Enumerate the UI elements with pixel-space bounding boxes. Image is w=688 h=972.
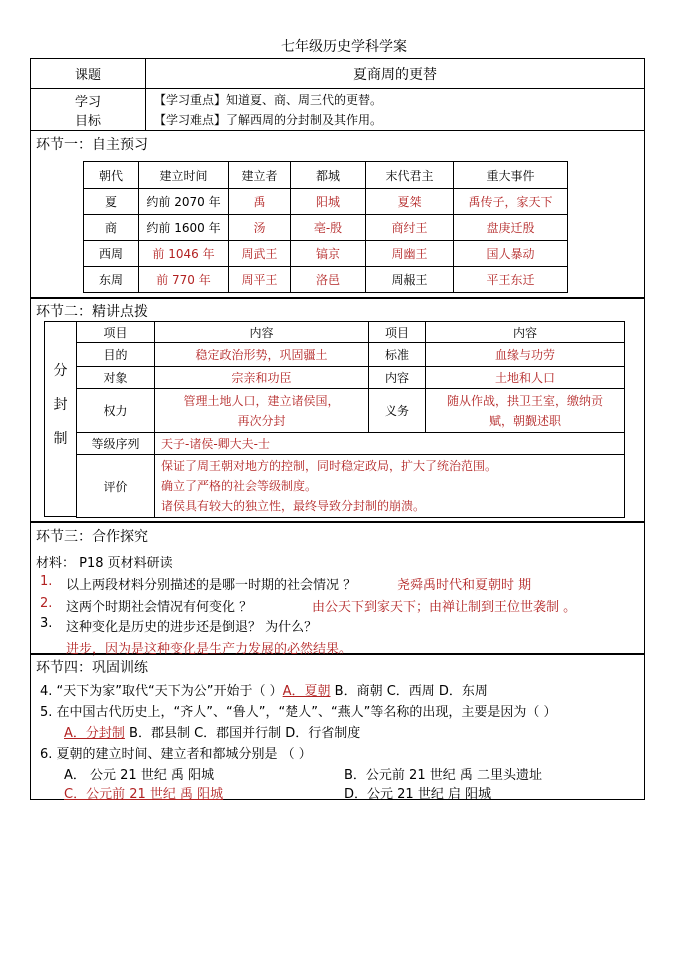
q6-option-c: C．公元前 21 世纪 禹 阳城 [64, 787, 224, 802]
table-cell: 禹传子，家天下 [454, 189, 568, 215]
table-cell: 周平王 [229, 267, 291, 293]
col-header: 项目 [77, 322, 155, 343]
eval-line: 诸侯具有较大的独立性，最终导致分封制的崩溃。 [161, 499, 426, 513]
q6-stem: 6. 夏朝的建立时间、建立者和都城分别是 （ ） [40, 747, 312, 762]
duty-value [426, 389, 625, 433]
table-row [77, 343, 625, 367]
eval-line: 保证了周王朝对地方的控制，同时稳定政局，扩大了统治范围。 [161, 459, 498, 473]
study-goal-content [146, 89, 645, 131]
rank-value: 天子-诸侯-卿大夫-士 [155, 433, 625, 455]
col-header: 重大事件 [454, 162, 568, 189]
table-row [77, 389, 625, 433]
q4-answer: A．夏朝 [282, 684, 331, 699]
power-label: 权力 [77, 389, 155, 433]
table-row [84, 241, 568, 267]
content-label: 内容 [369, 367, 426, 389]
q2-answer: 由公天下到家天下；由禅让制到王位世袭制 。 [312, 600, 577, 615]
purpose-value: 稳定政治形势，巩固疆土 [155, 343, 369, 367]
table-row [77, 455, 625, 518]
q1-answer: 尧舜禹时代和夏朝时 期 [397, 578, 532, 593]
section2-title: 环节二：精讲点拨 [36, 304, 148, 320]
q3-answer: 进步，因为是这种变化是生产力发展的必然结果。 [66, 642, 353, 657]
duty-line: 赋，朝觐述职 [488, 413, 561, 428]
table-cell: 盘庚迁殷 [454, 215, 568, 241]
col-header: 建立者 [229, 162, 291, 189]
q6-option-b: B．公元前 21 世纪 禹 二里头遗址 [344, 768, 542, 783]
table-cell: 约前 2070 年 [139, 189, 229, 215]
q3-num: 3. [40, 616, 53, 631]
difficult-point: 【学习难点】了解西周的分封制及其作用。 [154, 112, 383, 127]
table-row [84, 215, 568, 241]
content-value: 土地和人口 [426, 367, 625, 389]
col-header: 内容 [155, 322, 369, 343]
purpose-label: 目的 [77, 343, 155, 367]
table-cell: 周赧王 [366, 267, 454, 293]
table-cell: 国人暴动 [454, 241, 568, 267]
side-char: 制 [53, 431, 68, 447]
topic-value: 夏商周的更替 [146, 59, 645, 89]
key-point: 【学习重点】知道夏、商、周三代的更替。 [154, 92, 383, 107]
q5-options [64, 722, 360, 741]
topic-label: 课题 [31, 59, 146, 89]
material-line: 材料： P18 页材料研读 [36, 556, 173, 571]
study-goal-label [31, 89, 146, 131]
eval-label: 评价 [77, 455, 155, 518]
header-table [30, 58, 645, 131]
side-char: 分 [53, 363, 68, 379]
table-cell: 禹 [229, 189, 291, 215]
table-cell: 亳-殷 [291, 215, 366, 241]
section3-title: 环节三：合作探究 [36, 529, 148, 545]
table-cell: 约前 1600 年 [139, 215, 229, 241]
duty-label: 义务 [369, 389, 426, 433]
col-header: 内容 [426, 322, 625, 343]
table-cell: 前 770 年 [139, 267, 229, 293]
object-label: 对象 [77, 367, 155, 389]
table-cell: 洛邑 [291, 267, 366, 293]
side-char: 封 [53, 397, 68, 413]
doc-title: 七年级历史学科学案 [281, 39, 407, 55]
q3-text: 这种变化是历史的进步还是倒退？ 为什么？ [66, 620, 318, 635]
table-row [77, 367, 625, 389]
fengjian-table [76, 321, 625, 518]
table-cell: 前 1046 年 [139, 241, 229, 267]
duty-line: 随从作战，拱卫王室，缴纳贡 [446, 393, 603, 408]
col-header: 末代君主 [366, 162, 454, 189]
q5-stem: 5. 在中国古代历史上，“齐人”、“鲁人”，“楚人”、“燕人”等名称的出现，主要是因为（ ） [40, 705, 557, 720]
study-label-2: 目标 [74, 113, 101, 129]
q2-text: 这两个时期社会情况有何变化 ？ [66, 600, 253, 615]
q5-other-options: B．郡县制 C．郡国并行制 D．行省制度 [124, 726, 361, 741]
table-cell: 夏 [84, 189, 139, 215]
standard-label: 标准 [369, 343, 426, 367]
q4-options: B．商朝 C．西周 D．东周 [330, 684, 488, 699]
table-cell: 阳城 [291, 189, 366, 215]
section4-title: 环节四：巩固训练 [36, 660, 148, 676]
table-row [84, 267, 568, 293]
col-header: 建立时间 [139, 162, 229, 189]
power-line: 再次分封 [237, 413, 286, 428]
table-cell: 商纣王 [366, 215, 454, 241]
object-value: 宗亲和功臣 [155, 367, 369, 389]
eval-value [155, 455, 625, 518]
standard-value: 血缘与功劳 [426, 343, 625, 367]
table-cell: 汤 [229, 215, 291, 241]
q5-answer: A．分封制 [64, 726, 125, 741]
table-cell: 周武王 [229, 241, 291, 267]
rank-label: 等级序列 [77, 433, 155, 455]
q6-option-a: A． 公元 21 世纪 禹 阳城 [64, 768, 215, 783]
table-cell: 周幽王 [366, 241, 454, 267]
study-label-1: 学习 [74, 94, 101, 110]
q1-num: 1. [40, 574, 53, 589]
col-header: 都城 [291, 162, 366, 189]
eval-line: 确立了严格的社会等级制度。 [161, 479, 318, 493]
table-row [84, 189, 568, 215]
table-cell: 平王东迁 [454, 267, 568, 293]
power-value [155, 389, 369, 433]
dynasty-table [83, 161, 568, 293]
q4-text: 4. “天下为家”取代“天下为公”开始于（ ） [40, 684, 283, 699]
col-header: 朝代 [84, 162, 139, 189]
col-header: 项目 [369, 322, 426, 343]
fengjianzhi-side-label [44, 321, 76, 517]
section1-title: 环节一：自主预习 [36, 137, 148, 153]
table-cell: 东周 [84, 267, 139, 293]
q2-num: 2. [40, 596, 53, 611]
table-cell: 西周 [84, 241, 139, 267]
table-cell: 夏桀 [366, 189, 454, 215]
q6-option-d: D．公元 21 世纪 启 阳城 [344, 787, 492, 802]
power-line: 管理土地人口，建立诸侯国， [183, 393, 340, 408]
q1-text: 以上两段材料分别描述的是哪一时期的社会情况 ？ [66, 578, 357, 593]
table-cell: 镐京 [291, 241, 366, 267]
table-row [77, 433, 625, 455]
q4-stem [40, 680, 488, 699]
table-cell: 商 [84, 215, 139, 241]
